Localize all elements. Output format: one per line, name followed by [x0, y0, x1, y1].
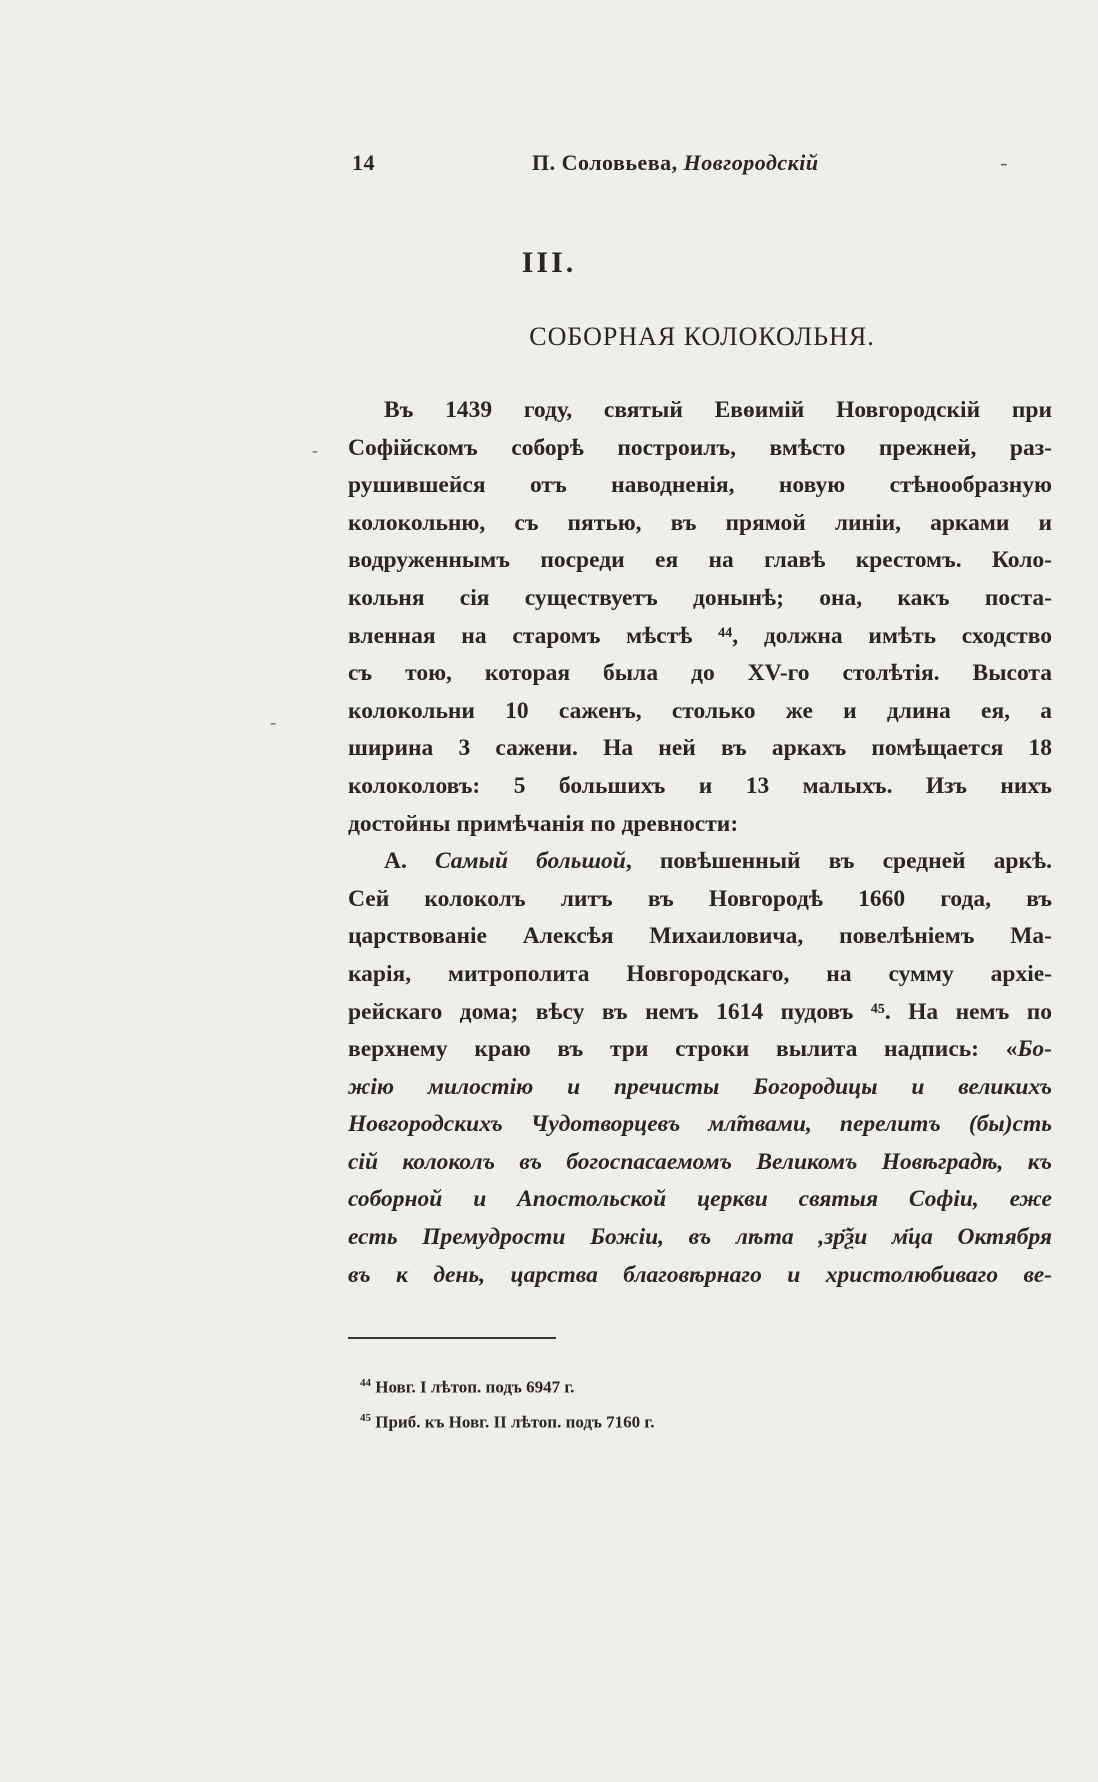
inscription-text: есть Премудрости Божiи, въ лѣта ,зр҃ѯи м҃ца Октября — [348, 1224, 1052, 1251]
section-title: СОБОРНАЯ КОЛОКОЛЬНЯ. — [529, 322, 875, 351]
text-line: съ тою, которая была до XV-го столѣтія. Высота — [348, 660, 1052, 687]
italic-phrase: Самый большой — [434, 848, 626, 875]
text-line: колокольни 10 саженъ, столько же и длина ея, а — [348, 697, 1052, 724]
inscription-text: въ к день, царства благовѣрнаго и христолюбиваго ве- — [348, 1261, 1052, 1288]
text-line: кольня сія существуетъ донынѣ; она, какъ поста- — [348, 584, 1052, 611]
inscription-line — [348, 1219, 1052, 1257]
running-title-author: П. Соловьева, — [532, 150, 678, 175]
footnote-text: Приб. къ Новг. II лѣтоп. подъ 7160 г. — [375, 1412, 655, 1432]
text-line: вленная на старомъ мѣстѣ ⁴⁴, должна имѣть сходство — [348, 622, 1052, 649]
body-text — [348, 392, 1052, 1294]
line-plain: верхнему краю въ три строки вылита надпись: « — [348, 1036, 1018, 1063]
text-line: царствованіе Алексѣя Михаиловича, повелѣніемъ Ма- — [348, 923, 1052, 950]
footnotes — [360, 1368, 960, 1437]
header-dash: - — [1000, 150, 1008, 175]
footnote-number: 44 — [360, 1377, 371, 1389]
margin-mark-2: - — [270, 712, 276, 732]
inscription-text: жiю милостiю и пречисты Богородицы и великихъ — [348, 1073, 1052, 1100]
text-line: ширина 3 сажени. На ней въ аркахъ помѣщается 18 — [348, 735, 1052, 762]
inscription-line — [348, 1144, 1052, 1182]
italic-phrase: Бо- — [1017, 1036, 1052, 1063]
text-line: карія, митрополита Новгородскаго, на сумму архіе- — [348, 960, 1052, 987]
inscription-line — [348, 1181, 1052, 1219]
footnote-number: 45 — [360, 1411, 371, 1424]
page-number: 14 — [352, 150, 375, 175]
item-label: А. — [384, 848, 407, 875]
line-rest: , повѣшенный въ средней аркѣ. — [625, 848, 1053, 875]
margin-mark: - — [312, 440, 318, 460]
footnote-text: Новг. I лѣтоп. подъ 6947 г. — [375, 1377, 575, 1397]
text-line: рейскаго дома; вѣсу въ немъ 1614 пудовъ ⁴⁵. На немъ по — [348, 998, 1052, 1025]
running-title-italic: Новгородскій — [683, 150, 819, 175]
inscription-line — [348, 1069, 1052, 1107]
inscription-line — [348, 1106, 1052, 1144]
text-line: Софійскомъ соборѣ построилъ, вмѣсто прежней, раз- — [348, 434, 1052, 461]
text-line: водруженнымъ посреди ея на главѣ крестомъ. Коло- — [348, 547, 1052, 574]
text-line: Сей колоколъ литъ въ Новгородѣ 1660 года, въ — [348, 885, 1052, 912]
inscription-text: сiй колоколъ въ богоспасаемомъ Великомъ Новѣградѣ, къ — [348, 1148, 1052, 1175]
text-line — [348, 843, 1052, 881]
text-line: достойны примѣчанія по древности: — [348, 810, 739, 837]
text-line: колокольню, съ пятью, въ прямой линіи, арками и — [348, 509, 1052, 536]
running-title — [532, 150, 819, 176]
text-line — [348, 1031, 1052, 1069]
footnote — [360, 1403, 960, 1438]
running-header — [352, 150, 1008, 184]
footnote-rule — [348, 1337, 556, 1339]
inscription-line — [348, 1257, 1052, 1295]
inscription-text: соборной и Апостольской церкви святыя Софiи, еже — [348, 1186, 1052, 1213]
inscription-text: Новгородскихъ Чудотворцевъ мл̃твами, перелитъ (бы)сть — [348, 1111, 1052, 1138]
text-line: Въ 1439 году, святый Евөимій Новгородскій при — [384, 397, 1052, 423]
text-line: колоколовъ: 5 большихъ и 13 малыхъ. Изъ нихъ — [348, 772, 1052, 799]
footnote — [360, 1368, 960, 1403]
text-line: рушившейся отъ наводненія, новую стѣнообразную — [348, 472, 1052, 499]
section-number: III. — [521, 246, 577, 279]
